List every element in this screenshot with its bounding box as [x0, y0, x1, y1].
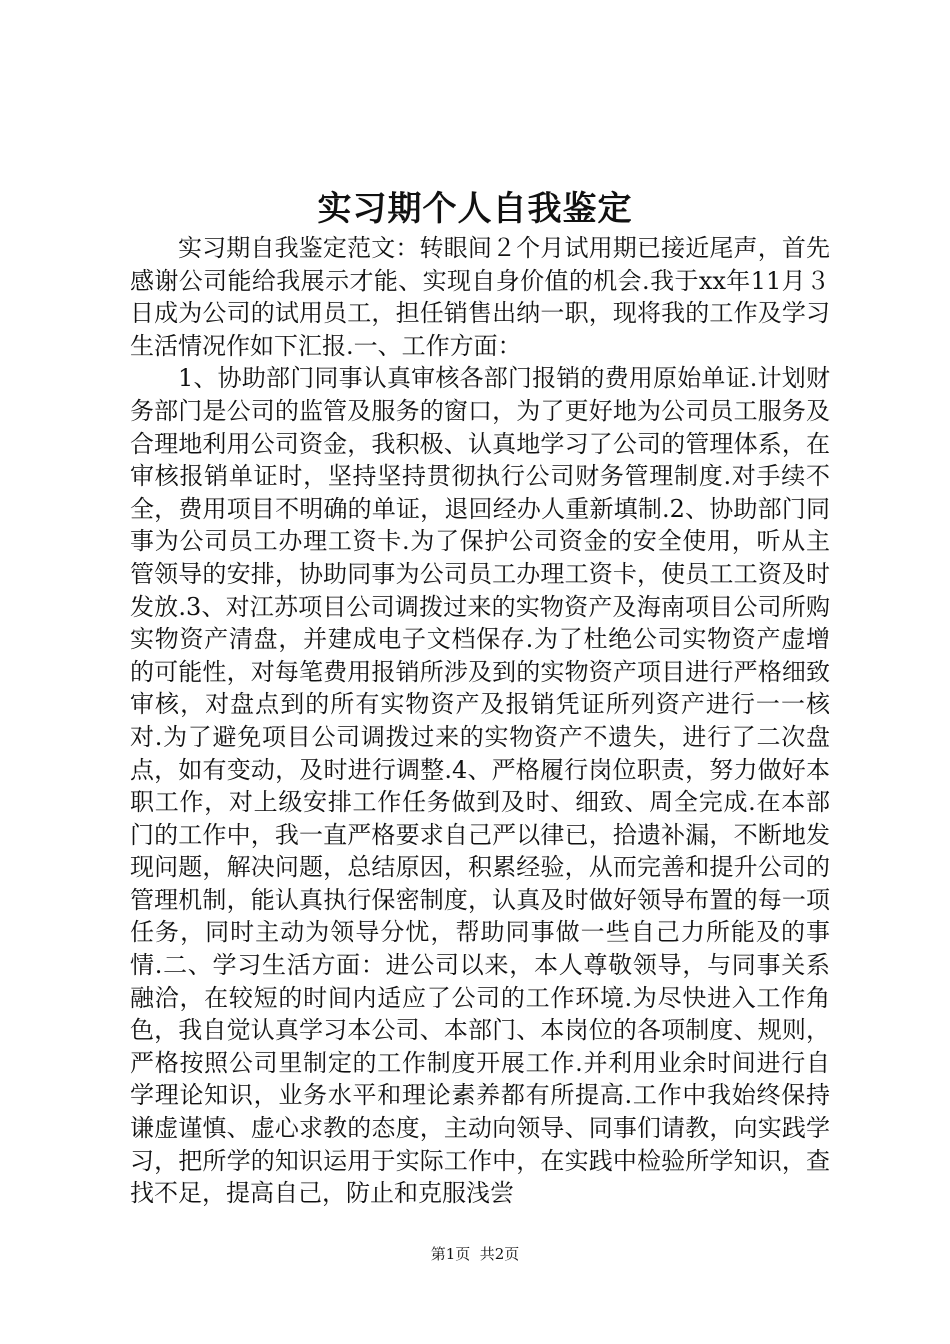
page-footer: [0, 1244, 950, 1264]
document-body: [130, 232, 830, 1210]
paragraph-intro: 实习期自我鉴定范文：转眼间２个月试用期已接近尾声，首先感谢公司能给我展示才能、实现自身价值的机会.我于xx年11月３日成为公司的试用员工，担任销售出纳一职，现将我的工作及学习生活情况作如下汇报.一、工作方面：: [130, 234, 830, 360]
document-title: 实习期个人自我鉴定: [317, 189, 633, 229]
page-number-label: 第1页 共2页: [430, 1245, 520, 1263]
paragraph-work: 1、协助部门同事认真审核各部门报销的费用原始单证.计划财务部门是公司的监管及服务的窗口，为了更好地为公司员工服务及合理地利用公司资金，我积极、认真地学习了公司的管理体系，在审核报销单证时，坚持坚持贯彻执行公司财务管理制度.对手续不全，费用项目不明确的单证，退回经办人重新填制.2、协助部门同事为公司员工办理工资卡.为了保护公司资金的安全使用，听从主管领导的安排，协助同事为公司员工办理工资卡，使员工工资及时发放.3、对江苏项目公司调拨过来的实物资产及海南项目公司所购实物资产清盘，并建成电子文档保存.为了杜绝公司实物资产虚增的可能性，对每笔费用报销所涉及到的实物资产项目进行严格细致审核，对盘点到的所有实物资产及报销凭证所列资产进行一一核对.为了避免项目公司调拨过来的实物资产不遗失，进行了二次盘点，如有变动，及时进行调整.4、严格履行岗位职责，努力做好本职工作，对上级安排工作任务做到及时、细致、周全完成.在本部门的工作中，我一直严格要求自己严以律已，拾遗补漏，不断地发现问题，解决问题，总结原因，积累经验，从而完善和提升公司的管理机制，能认真执行保密制度，认真及时做好领导布置的每一项任务，同时主动为领导分忧，帮助同事做一些自己力所能及的事情.二、学习生活方面：进公司以来，本人尊敬领导，与同事关系融洽，在较短的时间内适应了公司的工作环境.为尽快进入工作角色，我自觉认真学习本公司、本部门、本岗位的各项制度、规则，严格按照公司里制定的工作制度开展工作.并利用业余时间进行自学理论知识，业务水平和理论素养都有所提高.工作中我始终保持谦虚谨慎、虚心求教的态度，主动向领导、同事们请教，向实践学习，把所学的知识运用于实际工作中，在实践中检验所学知识，查找不足，提高自己，防止和克服浅尝: [130, 364, 830, 1208]
